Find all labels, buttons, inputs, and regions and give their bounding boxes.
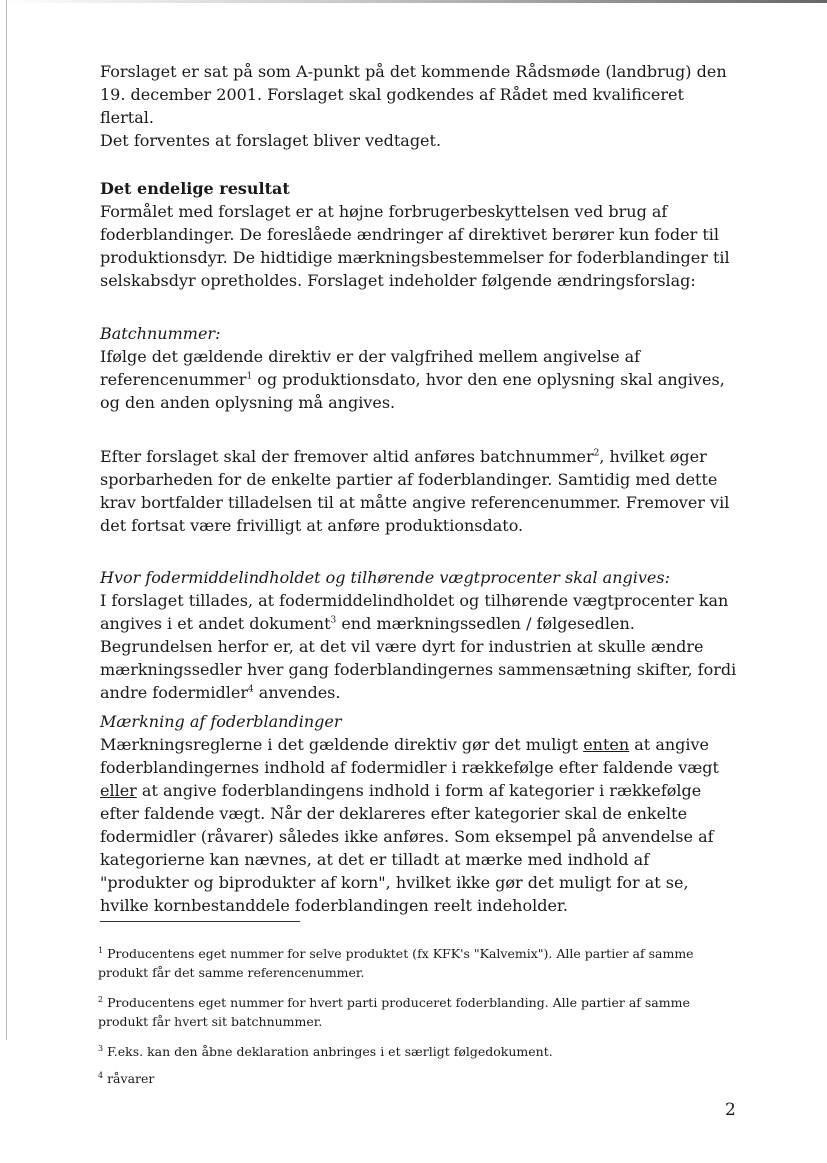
footnote-1 (98, 944, 738, 982)
text-run: anvendes. (253, 683, 341, 702)
underlined-word: eller (100, 781, 137, 800)
text-run: og produktionsdato, hvor den ene oplysning skal angives, og den anden oplysning må angives. (100, 370, 725, 412)
text-run: at angive foderblandingernes indhold af fodermidler i rækkefølge efter faldende vægt (100, 735, 719, 777)
footnote-number: 2 (98, 994, 104, 1004)
scan-edge-top (0, 0, 827, 3)
footnote-text: Producentens eget nummer for selve produktet (fx KFK's "Kalvemix"). Alle partier af samme produkt får det samme referencenummer. (98, 946, 694, 980)
section-final-result (100, 177, 740, 292)
text-run: I forslaget tillades, at fodermiddelindholdet og tilhørende vægtprocenter kan angives i et andet dokument (100, 591, 729, 633)
subsection-heading: Hvor fodermiddelindholdet og tilhørende vægtprocenter skal angives: (100, 568, 670, 587)
text-run: Efter forslaget skal der fremover altid anføres batchnummer (100, 447, 594, 466)
paragraph-text (100, 733, 740, 917)
subsection-heading: Mærkning af foderblandinger (100, 712, 342, 731)
section-labelling (100, 710, 740, 917)
footnote-separator (100, 921, 300, 922)
footnote-ref: 2 (593, 448, 600, 459)
footnote-number: 4 (98, 1070, 104, 1080)
paragraph-text: Formålet med forslaget er at højne forbrugerbeskyttelsen ved brug af foderblandinger. De foreslåede ændringer af direktivet berører kun foder til produktionsdyr. De hidtidige mærkningsbestemmelser for foderblandinger til selskabsdyr opretholdes. Forslaget indeholder følgende ændringsforslag: (100, 202, 730, 290)
footnote-text: F.eks. kan den åbne deklaration anbringes i et særligt følgedokument. (107, 1044, 553, 1059)
paragraph-council-meeting (100, 60, 740, 129)
text-run: Ifølge det gældende direktiv er der valgfrihed mellem angivelse af referencenummer (100, 347, 641, 389)
paragraph-text (100, 589, 740, 704)
paragraph-batch-requirement (100, 445, 740, 537)
underlined-word: enten (583, 735, 630, 754)
section-batch-number (100, 322, 740, 414)
footnote-ref: 3 (330, 615, 337, 626)
paragraph-text (100, 445, 740, 537)
text-run: Mærkningsreglerne i det gældende direktiv gør det muligt (100, 735, 584, 754)
page-number: 2 (725, 1100, 736, 1120)
footnote-4 (98, 1069, 738, 1088)
footnote-number: 3 (98, 1043, 104, 1053)
text-run: , hvilket øger sporbarheden for de enkelte partier af foderblandinger. Samtidig med dette krav bortfalder tilladelsen til at måtte angive referencenummer. Fremover vil det fortsat være frivilligt at anføre produktionsdato. (100, 447, 730, 535)
paragraph-expectation (100, 129, 740, 152)
subsection-heading: Batchnummer: (100, 324, 221, 343)
footnote-2 (98, 993, 738, 1031)
paragraph-text (100, 345, 740, 414)
footnote-text: Producentens eget nummer for hvert parti produceret foderblanding. Alle partier af samme produkt får hvert sit batchnummer. (98, 995, 690, 1029)
footnote-number: 1 (98, 945, 104, 955)
footnote-text: råvarer (107, 1071, 155, 1086)
footnote-ref: 4 (247, 684, 254, 695)
paragraph-text: Det forventes at forslaget bliver vedtaget. (100, 131, 442, 150)
scan-edge-left (6, 0, 7, 1040)
section-heading: Det endelige resultat (100, 179, 290, 198)
section-feed-content (100, 566, 740, 704)
footnote-3 (98, 1042, 738, 1061)
text-run: end mærkningssedlen / følgesedlen. Begrundelsen herfor er, at det vil være dyrt for industrien at skulle ændre mærkningssedler hver gang foderblandingernes sammensætning skifter, fordi andre fodermidler (100, 614, 737, 702)
footnote-ref: 1 (246, 371, 253, 382)
text-run: at angive foderblandingens indhold i form af kategorier i rækkefølge efter faldende vægt. Når der deklareres efter kategorier skal de enkelte fodermidler (råvarer) således ikke anføres. Som eksempel på anvendelse af kategorierne kan nævnes, at det er tilladt at mærke med indhold af "produkter og biprodukter af korn", hvilket ikke gør det muligt for at se, hvilke kornbestanddele foderblandingen reelt indeholder. (100, 781, 714, 915)
paragraph-text: Forslaget er sat på som A-punkt på det kommende Rådsmøde (landbrug) den 19. december 2001. Forslaget skal godkendes af Rådet med kvalificeret flertal. (100, 62, 727, 127)
